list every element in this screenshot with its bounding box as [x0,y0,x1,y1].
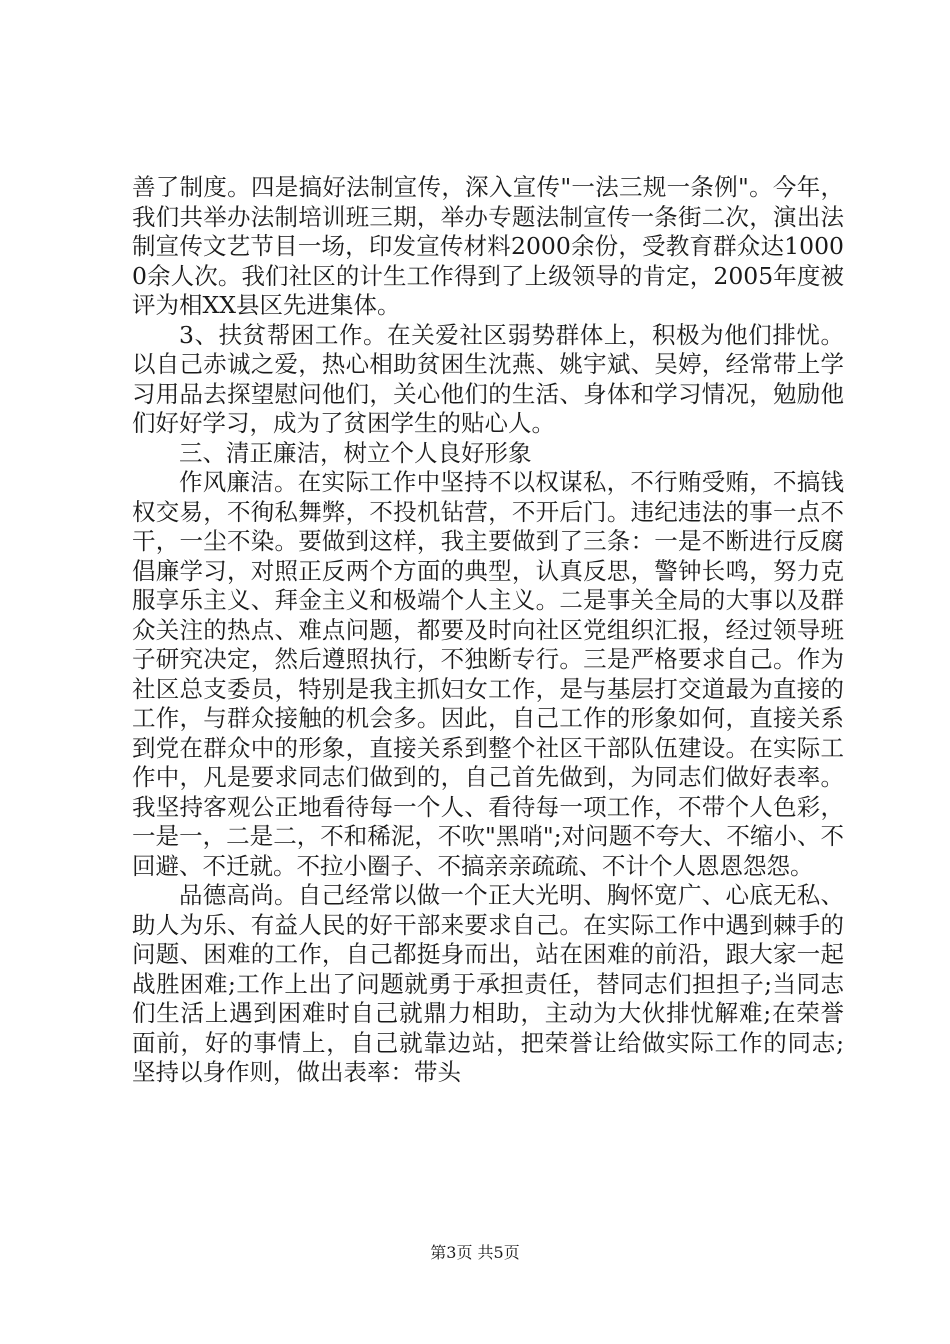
paragraph-moral-character: 品德高尚。自己经常以做一个正大光明、胸怀宽广、心底无私、助人为乐、有益人民的好干部来要求自己。在实际工作中遇到棘手的问题、困难的工作，自己都挺身而出，站在困难的前沿，跟大家一起战胜困难;工作上出了问题就勇于承担责任，替同志们担担子;当同志们生活上遇到困难时自己就鼎力相助，主动为大伙排忧解难;在荣誉面前，好的事情上，自己就靠边站，把荣誉让给做实际工作的同志;坚持以身作则，做出表率：带头 [132,881,844,1086]
paragraph-poverty-relief: 3、扶贫帮困工作。在关爱社区弱势群体上，积极为他们排忧。以自己赤诚之爱，热心相助贫困生沈燕、姚宇斌、吴婷，经常带上学习用品去探望慰问他们，关心他们的生活、身体和学习情况，勉励他们好好学习，成为了贫困学生的贴心人。 [132,320,844,437]
document-body [132,173,844,1088]
paragraph-work-style: 作风廉洁。在实际工作中坚持不以权谋私，不行贿受贿，不搞钱权交易，不徇私舞弊，不投机钻营，不开后门。违纪违法的事一点不干，一尘不染。要做到这样，我主要做到了三条：一是不断进行反腐倡廉学习，对照正反两个方面的典型，认真反思，警钟长鸣，努力克服享乐主义、拜金主义和极端个人主义。二是事关全局的大事以及群众关注的热点、难点问题，都要及时向社区党组织汇报，经过领导班子研究决定，然后遵照执行，不独断专行。三是严格要求自己。作为社区总支委员，特别是我主抓妇女工作，是与基层打交道最为直接的工作，与群众接触的机会多。因此，自己工作的形象如何，直接关系到党在群众中的形象，直接关系到整个社区干部队伍建设。在实际工作中，凡是要求同志们做到的，自己首先做到，为同志们做好表率。我坚持客观公正地看待每一个人、看待每一项工作，不带个人色彩，一是一，二是二，不和稀泥，不吹"黑哨";对问题不夸大、不缩小、不回避、不迁就。不拉小圈子、不搞亲亲疏疏、不计个人恩恩怨怨。 [132,468,844,880]
page-footer: 第3页 共5页 [430,1243,520,1262]
paragraph-legal-publicity: 善了制度。四是搞好法制宣传，深入宣传"一法三规一条例"。今年，我们共举办法制培训班三期，举办专题法制宣传一条街二次，演出法制宣传文艺节目一场，印发宣传材料2000余份，受教育群众达10000余人次。我们社区的计生工作得到了上级领导的肯定，2005年度被评为相XX县区先进集体。 [132,173,844,319]
section-heading-integrity: 三、清正廉洁，树立个人良好形象 [179,438,532,467]
